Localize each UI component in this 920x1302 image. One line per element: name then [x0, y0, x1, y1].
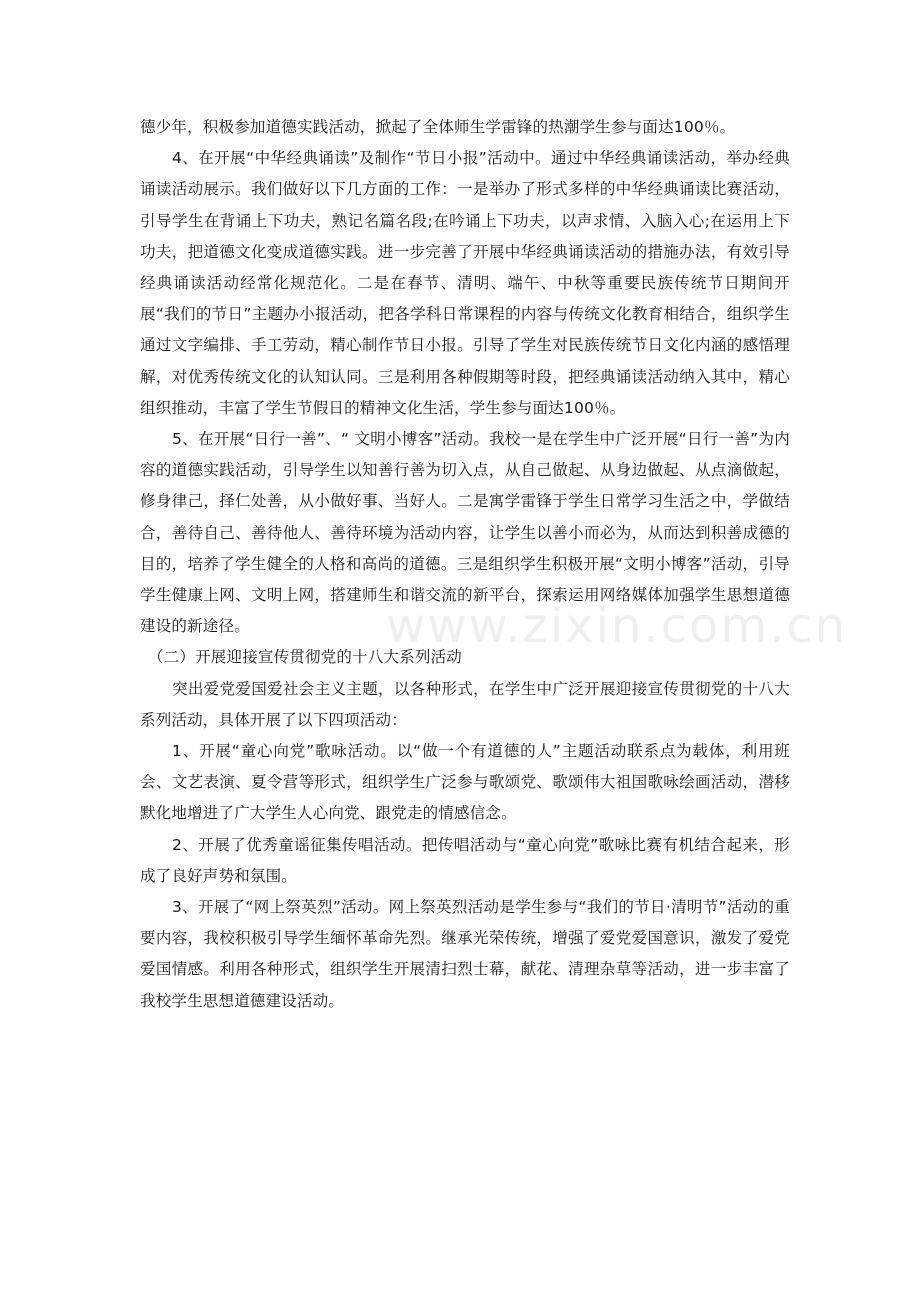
watermark: www.zixin.com.cn — [386, 598, 848, 654]
paragraph-item-3: 3、开展了“网上祭英烈”活动。网上祭英烈活动是学生参与“我们的节日·清明节”活动的重要内容，我校积极引导学生缅怀革命先烈。继承光荣传统，增强了爱党爱国意识，激发了爱党爱国情感。利用各种形式，组织学生开展清扫烈士幕，献花、清理杂草等活动，进一步丰富了我校学生思想道德建设活动。 — [140, 898, 790, 1010]
paragraph-item-4: 4、在开展“中华经典诵读”及制作“节日小报”活动中。通过中华经典诵读活动，举办经典诵读活动展示。我们做好以下几方面的工作：一是举办了形式多样的中华经典诵读比赛活动，引导学生在背诵上下功夫，熟记名篇名段;在吟诵上下功夫，以声求情、入脑入心;在运用上下功夫，把道德文化变成道德实践。进一步完善了开展中华经典诵读活动的措施办法，有效引导经典诵读活动经常化规范化。二是在春节、清明、端午、中秋等重要民族传统节日期间开展“我们的节日”主题办小报活动，把各学科日常课程的内容与传统文化教育相结合，组织学生通过文字编排、手工劳动，精心制作节日小报。引导了学生对民族传统节日文化内涵的感悟理解，对优秀传统文化的认知认同。三是利用各种假期等时段，把经典诵读活动纳入其中，精心组织推动，丰富了学生节假日的精神文化生活，学生参与面达100％。 — [140, 149, 790, 417]
section-heading: （二）开展迎接宣传贯彻党的十八大系列活动 — [148, 648, 463, 667]
paragraph-item-1: 1、开展“童心向党”歌咏活动。以“做一个有道德的人”主题活动联系点为载体，利用班会、文艺表演、夏令营等形式，组织学生广泛参与歌颂党、歌颂伟大祖国歌咏绘画活动，潜移默化地增进了广大学生人心向党、跟党走的情感信念。 — [140, 742, 790, 823]
paragraph-intro: 突出爱党爱国爱社会主义主题，以各种形式，在学生中广泛开展迎接宣传贯彻党的十八大系列活动，具体开展了以下四项活动： — [140, 679, 790, 729]
paragraph-item-5: 5、在开展“日行一善”、“ 文明小博客”活动。我校一是在学生中广泛开展“日行一善”为内容的道德实践活动，引导学生以知善行善为切入点，从自己做起、从身边做起、从点滴做起，修身律己，择仁处善，从小做好事、当好人。二是寓学雷锋于学生日常学习生活之中，学做结合，善待自己、善待他人、善待环境为活动内容，让学生以善小而必为，从而达到积善成德的目的，培养了学生健全的人格和高尚的道德。三是组织学生积极开展“文明小博客”活动，引导学生健康上网、文明上网，搭建师生和谐交流的新平台，探索运用网络媒体加强学生思想道德建设的新途径。 — [140, 430, 790, 636]
document-page — [140, 112, 790, 1017]
paragraph-item-2: 2、开展了优秀童谣征集传唱活动。把传唱活动与“童心向党”歌咏比赛有机结合起来，形成了良好声势和氛围。 — [140, 835, 790, 885]
paragraph-continuation: 德少年，积极参加道德实践活动，掀起了全体师生学雷锋的热潮学生参与面达100％。 — [140, 118, 736, 136]
